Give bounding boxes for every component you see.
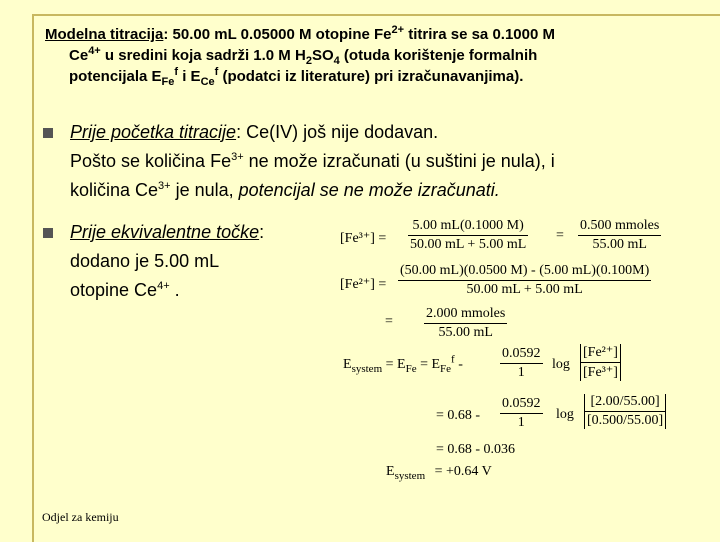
log-label: log: [556, 407, 574, 422]
header-sup: 2+: [391, 24, 405, 36]
fe2-fraction: $\frac{(50.00 mL)(0.0500 M) - (5.00 mL)(0.100M)}{50.00 mL + 5.00 mL}$: [400, 263, 650, 297]
nernst-coefficient: $\frac{0.0592}{1}$: [502, 346, 541, 380]
step2-text: = 0.68 -: [436, 408, 481, 423]
bullet1-text: : Ce(IV) još nije dodavan.: [236, 122, 439, 142]
header-text: titrira se sa 0.1000 M: [404, 26, 555, 43]
bullet-before-titration: Prije početka titracije: Ce(IV) još nije dodavan. Pošto se količina $Fe^{3+}$ ne može izračunati (u suštini je nula), i količina $Ce^{3+}$ je nula, potencijal se ne može izračunati.: [70, 122, 555, 200]
footer: Odjel za kemiju: [42, 510, 119, 524]
equals: =: [556, 228, 564, 243]
fe2-fraction-result: 2.000 mmoles 55.00 mL: [426, 306, 506, 340]
header-line2: $Ce^{4+}$ u sredini koja sadrži 1.0 M $H_2SO_4$ (otuda korištenje formalnih: [69, 45, 538, 67]
nernst-coefficient-2: $\frac{0.0592}{1}$: [502, 396, 541, 430]
log-label: log: [552, 357, 570, 372]
bullet-before-equivalence: Prije ekvivalentne točke: dodano je 5.00 mL otopine $Ce^{4+}$ .: [70, 222, 265, 300]
concentration-ratio: $\frac{\text{[Fe²⁺]}}{\text{[Fe³⁺]}}$: [580, 344, 621, 381]
final-result: $E_{system} = +0.64$ V: [386, 464, 492, 482]
fe3-fraction-result: 0.500 mmoles 55.00 mL: [580, 218, 660, 252]
bullet-marker: [43, 228, 53, 238]
step3-text: = 0.68 - 0.036: [436, 442, 516, 457]
esystem-equation: $E_{system} = E_{Fe} = E_{Fe}^f$ -: [343, 353, 463, 375]
top-rule: [32, 14, 720, 16]
header-text: : 50.00 mL 0.05000 M otopine Fe: [163, 26, 392, 43]
slide-header: [45, 24, 705, 87]
fe3-label: [Fe³⁺] =: [340, 231, 387, 246]
bullet1-emphasis: potencijal se ne može izračunati.: [238, 180, 500, 200]
header-line3: potencijala $E_{Fe}^f$ i $E_{Ce}^f$ (podatci iz literature) pri izračunavanjima).: [69, 66, 524, 88]
equals: =: [385, 314, 393, 329]
concentration-ratio-values: $\frac{[2.00/55.00]}{[0.500/55.00]}$: [584, 394, 666, 429]
left-rule: [32, 14, 34, 542]
fe2-label: [Fe²⁺] =: [340, 277, 387, 292]
bullet1-title: Prije početka titracije: [70, 122, 237, 142]
fe3-fraction: $\frac{5.00 mL(0.1000 M)}{50.00 mL + 5.00 mL}$: [410, 218, 527, 252]
bullet2-title: Prije ekvivalentne točke: [70, 222, 260, 242]
header-title: Modelna titracija: [45, 26, 164, 43]
bullet-marker: [43, 128, 53, 138]
